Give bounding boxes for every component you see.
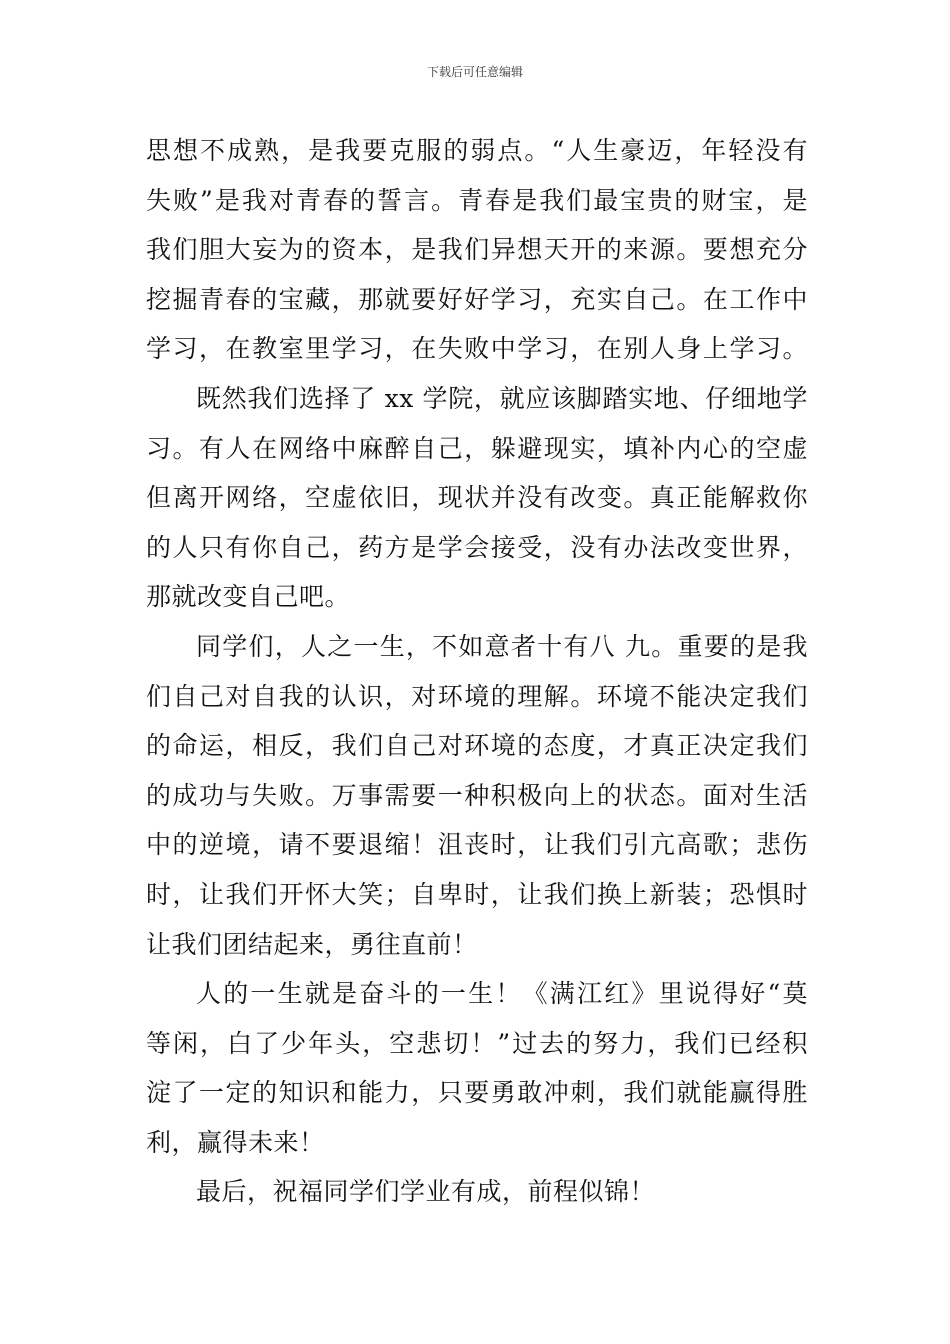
text-line: 既然我们选择了 xx 学院，就应该脚踏实地、仔细地学 bbox=[196, 383, 808, 413]
text-line: 的成功与失败。万事需要一种积极向上的状态。面对生活 bbox=[146, 780, 808, 810]
text-line: 时，让我们开怀大笑；自卑时，让我们换上新装；恐惧时 bbox=[146, 879, 808, 909]
text-line: 我们胆大妄为的资本，是我们异想天开的来源。要想充分 bbox=[146, 235, 808, 265]
text-line: 但离开网络，空虚依旧，现状并没有改变。真正能解救你 bbox=[146, 483, 808, 513]
text-line: 利，赢得未来！ bbox=[146, 1127, 325, 1157]
paragraph bbox=[146, 622, 808, 969]
paragraph bbox=[146, 126, 808, 374]
text-line: 等闲，白了少年头，空悲切！”过去的努力，我们已经积 bbox=[146, 1028, 808, 1058]
text-line: 习。有人在网络中麻醉自己，躲避现实，填补内心的空虚 bbox=[146, 433, 808, 463]
text-line: 人的一生就是奋斗的一生！《满江红》里说得好“莫 bbox=[196, 979, 808, 1009]
text-line: 挖掘青春的宝藏，那就要好好学习，充实自己。在工作中 bbox=[146, 284, 808, 314]
text-line: 的命运，相反，我们自己对环境的态度，才真正决定我们 bbox=[146, 731, 808, 761]
text-line: 淀了一定的知识和能力，只要勇敢冲刺，我们就能赢得胜 bbox=[146, 1078, 808, 1108]
page-header: 下载后可任意编辑 bbox=[426, 65, 523, 79]
paragraph bbox=[146, 969, 808, 1167]
paragraph bbox=[146, 374, 808, 622]
text-line: 失败”是我对青春的誓言。青春是我们最宝贵的财宝，是 bbox=[146, 185, 808, 215]
text-line: 们自己对自我的认识，对环境的理解。环境不能决定我们 bbox=[146, 681, 808, 711]
text-line: 最后，祝福同学们学业有成，前程似锦！ bbox=[196, 1177, 656, 1207]
paragraph bbox=[146, 1167, 808, 1217]
text-line: 学习，在教室里学习，在失败中学习，在别人身上学习。 bbox=[146, 334, 808, 364]
text-line: 让我们团结起来，勇往直前！ bbox=[146, 929, 478, 959]
text-line: 同学们，人之一生，不如意者十有八 九。重要的是我 bbox=[196, 631, 808, 661]
text-line: 那就改变自己吧。 bbox=[146, 582, 351, 612]
text-line: 的人只有你自己，药方是学会接受，没有办法改变世界， bbox=[146, 532, 808, 562]
document-body bbox=[146, 126, 808, 1217]
text-line: 思想不成熟，是我要克服的弱点。“人生豪迈，年轻没有 bbox=[146, 136, 808, 165]
text-line: 中的逆境，请不要退缩！沮丧时，让我们引亢高歌；悲伤 bbox=[146, 830, 808, 860]
